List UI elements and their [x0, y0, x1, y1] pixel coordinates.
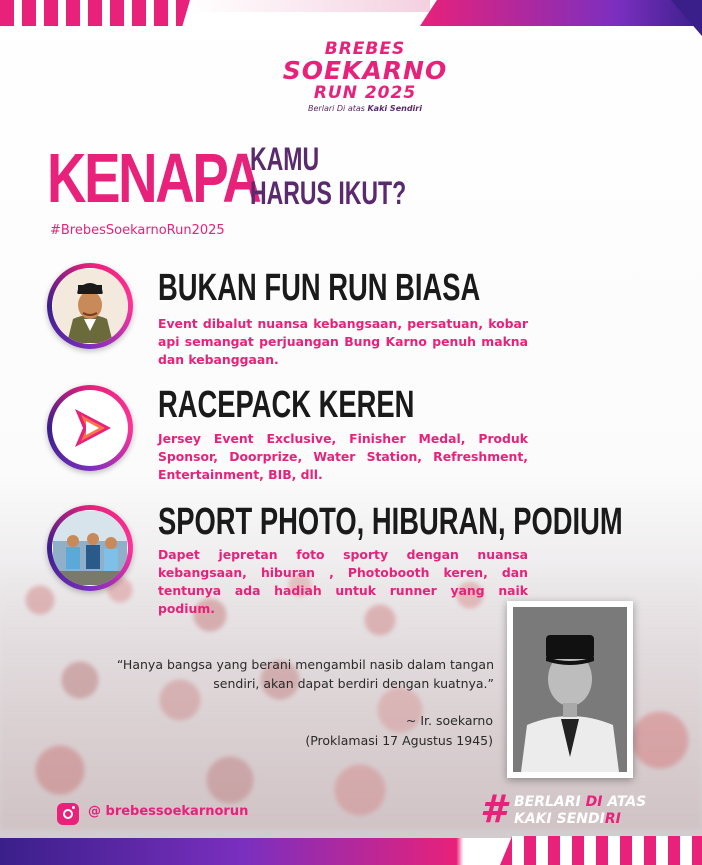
- quote-author: ~ Ir. soekarno: [405, 713, 493, 728]
- logo-line-1: BREBES: [324, 39, 406, 59]
- feature-desc-3: Dapet jepretan foto sporty dengan nuansa kebangsaan, hiburan , Photobooth keren, dan tentunya ada hadiah untuk runner yang naik podium.: [158, 547, 528, 616]
- top-checker-strip: [0, 0, 190, 26]
- logo-line-2: SOEKARNO: [282, 56, 448, 85]
- slogan-l1-part-b: DI: [585, 794, 603, 810]
- logo-tagline: [255, 104, 475, 113]
- portrait-graphic: [513, 607, 627, 772]
- runners-photo-graphic: [53, 511, 127, 585]
- slogan-line-1: [514, 794, 646, 810]
- top-light-band: [190, 0, 430, 12]
- slogan-l1-part-c: ATAS: [602, 794, 647, 810]
- runners-photo-icon: [47, 505, 133, 591]
- feature-desc-1: Event dibalut nuansa kebangsaan, persatuan, kobar api semangat perjuangan Bung Karno penuh makna dan kebanggaan.: [158, 316, 528, 367]
- feature-title-3: SPORT PHOTO, HIBURAN, PODIUM: [158, 501, 623, 543]
- soekarno-portrait-photo: [507, 601, 633, 778]
- top-gradient-band: [420, 0, 702, 26]
- event-hashtag: #BrebesSoekarnoRun2025: [50, 223, 225, 238]
- logo-line-3: RUN 2025: [313, 83, 417, 103]
- soekarno-quote: “Hanya bangsa yang berani mengambil nasib dalam tangan sendiri, akan dapat berdiri dengan kuatnya.”: [116, 657, 494, 691]
- quote-source: (Proklamasi 17 Agustus 1945): [305, 733, 493, 748]
- slogan-line-2: [514, 811, 621, 827]
- feature-desc-2: Jersey Event Exclusive, Finisher Medal, Produk Sponsor, Doorprize, Water Station, Refreshment, Entertainment, BIB, dll.: [158, 431, 528, 482]
- bottom-checker-strip: [500, 836, 702, 865]
- logo-tagline-bold: Kaki Sendiri: [367, 104, 422, 113]
- play-arrow-graphic: [55, 393, 125, 463]
- slogan-hash: #: [480, 787, 507, 831]
- caricature-portrait-icon: [47, 263, 133, 349]
- instagram-handle[interactable]: @ brebessoekarnorun: [88, 804, 249, 819]
- slogan-l2-part-a: KAKI SENDI: [514, 811, 605, 827]
- headline-kamu: KAMU: [250, 141, 320, 177]
- racepack-play-icon: [47, 385, 133, 471]
- feature-title-2: RACEPACK KEREN: [158, 384, 415, 426]
- slogan-l2-part-b: RI: [604, 811, 621, 827]
- logo-tagline-prefix: Berlari Di atas: [308, 104, 365, 113]
- headline-harus-ikut: HARUS IKUT?: [250, 175, 407, 211]
- feature-title-1: BUKAN FUN RUN BIASA: [158, 267, 481, 309]
- headline-kenapa: KENAPA: [47, 139, 260, 217]
- caricature-graphic: [53, 269, 127, 343]
- slogan-l1-part-a: BERLARI: [514, 794, 586, 810]
- event-logo: [255, 40, 475, 113]
- instagram-icon[interactable]: [57, 803, 79, 825]
